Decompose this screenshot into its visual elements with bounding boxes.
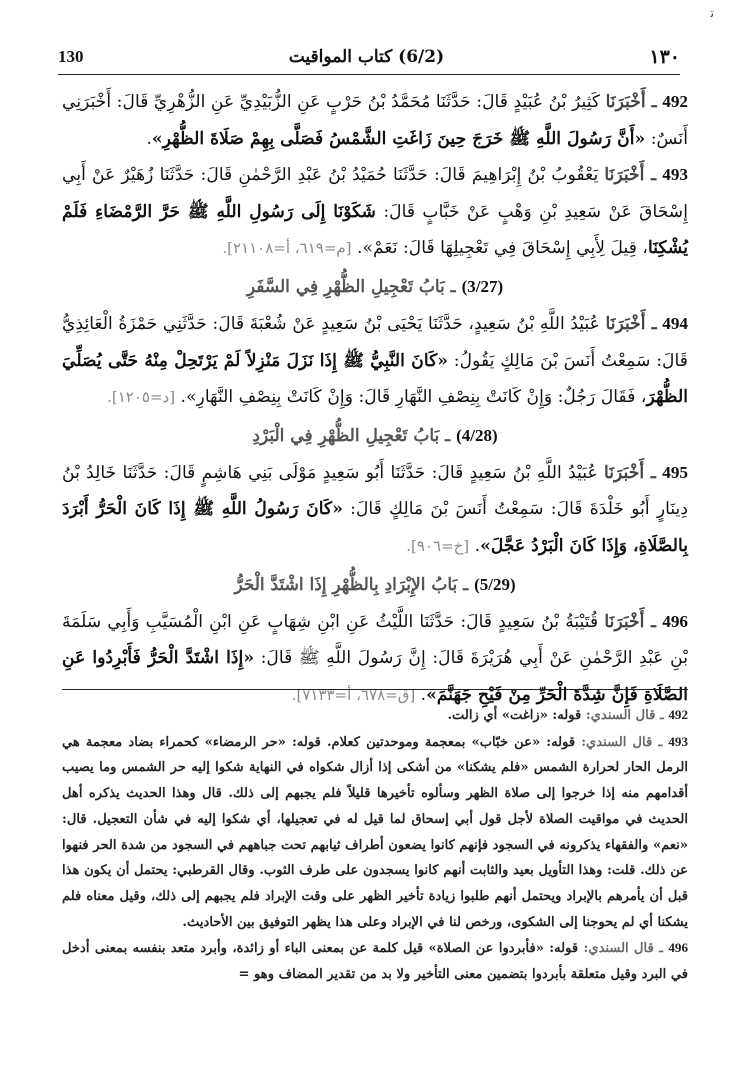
hadith-matn: «إِذَا اشْتَدَّ الْحَرُّ فَأَبْرِدُوا عَنِ الصَّلَاةِ فَإِنَّ شِدَّةَ الْحَرِّ مِنْ فَيْحِ جَهَنَّمَ» <box>62 648 688 705</box>
hadith-496 <box>62 604 688 714</box>
footnote-text: قوله: «زاغت» أي زالت. <box>447 708 586 723</box>
hadith-tail: ، فَقَالَ رَجُلٌ: وَإِنْ كَانَتْ بِنِصْفِ النَّهَارِ قَالَ: وَإِنْ كَانَتْ بِنِصْفِ النَّهَارِ». <box>175 387 647 408</box>
chapter-number: (3/27) <box>461 276 504 296</box>
chapter-heading <box>62 268 688 306</box>
hadith-reference: [ق=٦٧٨، أ=٧١٣٣]. <box>291 685 416 704</box>
footnote-number: 493 <box>668 733 688 749</box>
footnote-source: ـ قال السندي: <box>585 708 664 723</box>
footnote-493 <box>62 729 688 936</box>
hadith-opener: ـ أَخْبَرَنَا <box>604 165 657 186</box>
hadith-isnad: يَعْقُوبُ بْنُ إِبْرَاهِيمَ قَالَ: حَدَّثَنَا حُمَيْدُ بْنُ عَبْدِ الرَّحْمٰنِ قَالَ: حَدَّثَنَا زُهَيْرٌ عَنْ أَبِي إِسْحَاقَ عَنْ سَعِيدِ بْنِ وَهْبٍ عَنْ خَبَّابٍ قَالَ: <box>62 165 688 222</box>
footnote-source: ـ قال السندي: <box>581 734 663 750</box>
chapter-title: ـ بَابُ تَعْجِيلِ الظُّهْرِ فِي الْبَرْدِ <box>252 425 451 446</box>
hadith-492 <box>62 84 688 157</box>
hadith-matn: شَكَوْنَا إِلَى رَسُولِ اللَّهِ ﷺ حَرَّ الرَّمْضَاءِ فَلَمْ يُشْكِنَا <box>62 201 688 259</box>
page-number-latin: 130 <box>58 47 84 66</box>
hadith-number: 492 <box>662 92 688 111</box>
hadith-number: 496 <box>662 611 689 631</box>
hadith-matn: «كَانَ النَّبِيُّ ﷺ إِذَا نَزَلَ مَنْزِلاً لَمْ يَرْتَحِلْ مِنْهُ حَتَّى يُصَلِّيَ الظُّهْرَ <box>62 350 688 408</box>
hadith-isnad: قُتَيْبَةُ بْنُ سَعِيدٍ قَالَ: حَدَّثَنَا اللَّيْثُ عَنِ ابْنِ شِهَابٍ عَنِ ابْنِ الْمُسَيَّبِ وَأَبِي سَلَمَةَ بْنِ عَبْدِ الرَّحْمٰنِ عَنْ أَبِي هُرَيْرَةَ قَالَ: إِنَّ رَسُولَ اللَّهِ ﷺ قَالَ: <box>62 611 688 669</box>
hadith-opener: ـ أَخْبَرَنَا <box>605 92 657 112</box>
hadith-reference: [خ=٩٠٦]. <box>406 536 470 555</box>
hadith-isnad: عُبَيْدُ اللَّهِ بْنُ سَعِيدٍ، حَدَّثَنَا يَحْيَى بْنُ سَعِيدٍ عَنْ شُعْبَةَ قَالَ: حَدَّثَنِي حَمْزَةُ الْعَائِذِيُّ قَالَ: سَمِعْتُ أَنَسَ بْنَ مَالِكٍ يَقُولُ: <box>62 313 688 371</box>
hadith-number: 493 <box>662 165 689 185</box>
hadith-matn: «أَنَّ رَسُولَ اللَّهِ ﷺ خَرَجَ حِينَ زَاغَتِ الشَّمْسُ فَصَلَّى بِهِمْ صَلَاةَ الظُّهْرِ» <box>151 128 646 149</box>
hadith-tail: ، قِيلَ لِأَبِي إِسْحَاقَ فِي تَعْجِيلِهَا قَالَ: نَعَمْ». <box>351 238 648 259</box>
chapter-heading <box>62 417 688 455</box>
footnote-496 <box>62 935 688 987</box>
footnote-number: 496 <box>668 940 688 956</box>
hadith-reference: [د=١٢٠٥]. <box>107 388 176 407</box>
hadith-493 <box>62 157 688 267</box>
hadith-isnad: كَثِيرُ بْنُ عُبَيْدٍ قَالَ: حَدَّثَنَا مُحَمَّدُ بْنُ حَرْبٍ عَنِ الزُّبَيْدِيِّ عَنِ الزُّهْرِيِّ قَالَ: أَخْبَرَنِي أَنَسٌ: <box>62 92 688 149</box>
chapter-number: (4/28) <box>456 425 498 445</box>
hadith-number: 494 <box>662 313 689 333</box>
running-title: (6/2) كتاب المواقيت <box>288 47 445 67</box>
main-text <box>62 84 688 713</box>
hadith-tail: . <box>146 128 152 149</box>
chapter-number: (5/29) <box>474 574 516 594</box>
footnotes <box>62 702 688 988</box>
chapter-title: ـ بَابُ الإِبْرَادِ بِالظُّهْرِ إِذَا اشْتَدَّ الْحَرُّ <box>234 574 469 595</box>
footnote-text: قوله: «عن خبّاب» بمعجمة وموحدتين كعلام. قوله: «حر الرمضاء» كحمراء بضاد معجمة هي الرمل الحار لحرارة الشمس «فلم يشكنا» من أشكى إذا أزال شكواه في النهاية شكوا إليه حر الشمس وما يصيب أقدامهم منه إذا خرجوا إلى صلاة الظهر وسألوه تأخيرها قليلاً فلم يجبهم إلى ذلك. قال وهذا الحديث يذكره أهل الحديث في مواقيت الصلاة لأجل قول أبي إسحاق لما قيل له في تعجيلها، أي شكوا إليه في شأن التعجيل. قال: «نعم» والفقهاء يذكرونه في السجود فإنهم كانوا يضعون أطراف ثيابهم تحت جباههم في السجود من شدة الحر فنهوا عن ذلك. قلت: وهذا التأويل بعيد والثابت أنهم كانوا يسجدون على طرف الثوب. وقال القرطبي: يحتمل أن يكون هذا قبل أن يأمرهم بالإبراد ويحتمل أنهم طلبوا زيادة تأخير الظهر على وقت الإبراد فلم يجبهم إلى ذلك، وقيل معناه فلم يشكنا أي لم يحوجنا إلى الشكوى، ورخص لنا في الإبراد وعلى هذا يظهر التوفيق بين الأحاديث. <box>62 734 688 930</box>
chapter-title: ـ بَابُ تَعْجِيلِ الظُّهْرِ فِي السَّفَرِ <box>246 276 456 297</box>
footnote-number: 492 <box>668 707 688 722</box>
hadith-494 <box>62 306 688 416</box>
chapter-heading <box>62 566 688 604</box>
hadith-opener: ـ أَخْبَرَنَا <box>605 313 657 334</box>
footnote-divider <box>62 689 688 690</box>
footnote-source: ـ قال السندي: <box>583 941 663 957</box>
hadith-reference: [م=٦١٩، أ=٢١١٠٨]. <box>222 239 352 258</box>
footnote-text: قوله: «فأبردوا عن الصلاة» قيل كلمة عن بمعنى الباء أو زائدة، وأبرد متعد بنفسه بمعنى أدخل في البرد وقيل متعلقة بأبردوا بتضمين معنى التأخير ولا بد من تقدير المضاف وهو = <box>62 941 688 983</box>
hadith-tail: . <box>469 535 481 556</box>
hadith-opener: ـ أَخْبَرَنَا <box>604 462 656 483</box>
hadith-matn: «كَانَ رَسُولُ اللَّهِ ﷺ إِذَا كَانَ الْحَرُّ أَبْرَدَ بِالصَّلَاةِ، وَإِذَا كَانَ الْبَرْدُ عَجَّلَ» <box>62 499 688 556</box>
hadith-opener: ـ أَخْبَرَنَا <box>604 611 657 632</box>
page-number-arabic: ١٣٠ <box>649 46 680 68</box>
hadith-tail: . <box>415 684 427 705</box>
hadith-495 <box>62 455 688 565</box>
footnote-492 <box>62 702 688 729</box>
hadith-isnad: عُبَيْدُ اللَّهِ بْنُ سَعِيدٍ قَالَ: حَدَّثَنَا أَبُو سَعِيدٍ مَوْلَى بَنِي هَاشِمٍ قَالَ: حَدَّثَنَا خَالِدُ بْنُ دِينَارٍ أَبُو خَلْدَةَ قَالَ: سَمِعْتُ أَنَسَ بْنَ مَالِكٍ قَالَ: <box>62 462 688 520</box>
hadith-number: 495 <box>662 462 688 482</box>
corner-mark: ﺗ <box>710 6 714 20</box>
page-header <box>58 40 680 75</box>
